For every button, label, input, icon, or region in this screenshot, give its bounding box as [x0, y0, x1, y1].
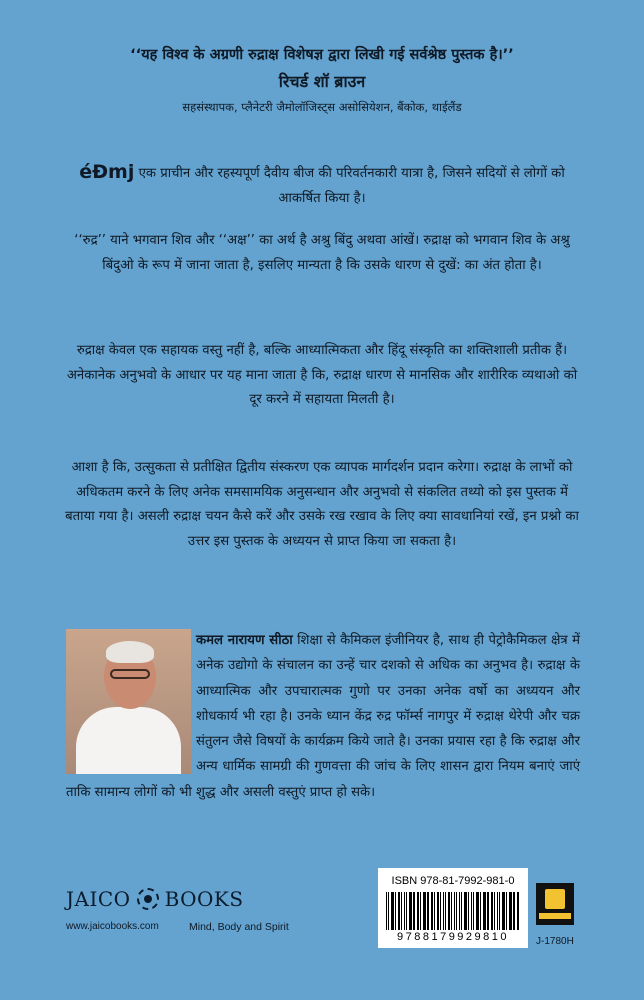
barcode-bars	[386, 892, 520, 930]
endorsement-quote: ‘‘यह विश्व के अग्रणी रुद्राक्ष विशेषज्ञ द्वारा लिखी गई सर्वश्रेष्ठ पुस्तक है।’’	[130, 47, 514, 63]
barcode-bar	[388, 892, 389, 930]
barcode-bar	[483, 892, 486, 930]
barcode-digits: 9788179929810	[396, 931, 510, 943]
barcode-bar	[406, 892, 407, 930]
barcode-bar	[509, 892, 512, 930]
barcode-bar	[404, 892, 405, 930]
barcode-bar	[395, 892, 396, 930]
barcode-bar	[431, 892, 433, 930]
barcode-bar	[480, 892, 481, 930]
barcode-bar	[502, 892, 505, 930]
barcode-bar	[491, 892, 493, 930]
barcode-bar	[459, 892, 460, 930]
barcode-bar	[451, 892, 452, 930]
barcode-bar	[423, 892, 426, 930]
barcode-bar	[473, 892, 474, 930]
publisher-tagline: Mind, Body and Spirit	[189, 921, 289, 933]
barcode-bar	[517, 892, 519, 930]
author-name: कमल नारायण सीठा	[196, 633, 293, 648]
publisher-logo	[66, 887, 244, 911]
barcode-bar	[448, 892, 450, 930]
author-bio	[66, 628, 580, 805]
barcode-bar	[471, 892, 472, 930]
barcode-bar	[487, 892, 489, 930]
barcode-bar	[434, 892, 435, 930]
publisher-name-left: JAICO	[66, 887, 131, 911]
barcode-bar	[391, 892, 394, 930]
isbn-label: ISBN 978-81-7992-981-0	[391, 875, 515, 887]
barcode-bar	[468, 892, 469, 930]
publisher-emblem-icon	[536, 883, 574, 925]
catalog-code: J-1780H	[536, 936, 574, 947]
barcode-bar	[497, 892, 498, 930]
barcode-bar	[420, 892, 421, 930]
publisher-name-right: BOOKS	[164, 887, 244, 911]
paragraph-edition: आशा है कि, उत्सुकता से प्रतीक्षित द्वितीय संस्करण एक व्यापक मार्गदर्शन प्रदान करेगा। रुद्राक्ष के लाभों को अधिकतम करने के लिए अनेक समसामयिक अनुसन्धान और अनुभवो से संकलित तथ्यो को इस पुस्तक में बताया गया है। असली रुद्राक्ष चयन कैसे करें और उसके रख रखाव के लिए क्या सावधानियां रखें, इन प्रश्नो का उत्तर इस पुस्तक के अध्ययन से प्राप्त किया जा सकता है।	[65, 460, 579, 549]
endorsement-author: रिचर्ड शॉ ब्राउन	[278, 72, 366, 91]
intro-text: एक प्राचीन और रहस्यपूर्ण दैवीय बीज की परिवर्तनकारी यात्रा है, जिसने सदियों से लोगों को आकर्षित किया है।	[138, 166, 565, 206]
barcode-bar	[476, 892, 479, 930]
paragraph-meaning: ‘‘रुद्र’’ याने भगवान शिव और ‘‘अक्ष’’ का अर्थ है अश्रु बिंदु अथवा आंखें। रुद्राक्ष को भगवान शिव के अश्रु बिंदुओ के रूप में जाना जाता है, इसलिए मान्यता है कि उसके धारण से दुखें: का अंत होता है।	[74, 233, 570, 273]
barcode-bar	[456, 892, 457, 930]
barcode-bar	[417, 892, 419, 930]
intro-paragraph	[64, 160, 580, 211]
barcode-bar	[409, 892, 412, 930]
barcode-bar	[506, 892, 507, 930]
barcode-bar	[427, 892, 429, 930]
publisher-website: www.jaicobooks.com	[66, 921, 159, 932]
barcode-bar	[445, 892, 446, 930]
barcode-bar	[513, 892, 515, 930]
endorsement	[0, 44, 644, 115]
sun-wheel-icon	[137, 888, 159, 910]
barcode-bar	[499, 892, 500, 930]
barcode-bar	[398, 892, 400, 930]
barcode-bar	[443, 892, 444, 930]
barcode-bar	[464, 892, 467, 930]
barcode-bar	[454, 892, 455, 930]
barcode-bar	[386, 892, 387, 930]
barcode-bar	[461, 892, 462, 930]
barcode-bar	[437, 892, 439, 930]
paragraph-symbol: रुद्राक्ष केवल एक सहायक वस्तु नहीं है, बल्कि आध्यात्मिकता और हिंदू संस्कृति का शक्तिशाली प्रतीक हैं। अनेकानेक अनुभवो के आधार पर यह माना जाता है कि, रुद्राक्ष धारण से मानसिक और शारीरिक व्यथाओ को दूर करने में सहायता मिलती है।	[66, 343, 578, 407]
endorsement-role: सहसंस्थापक, प्लैनेटरी जैमोलॉजिस्ट्स असोसियेशन, बैंकोक, थाईलैंड	[182, 100, 462, 114]
barcode-bar	[401, 892, 402, 930]
barcode-bar	[413, 892, 415, 930]
barcode-bar	[440, 892, 441, 930]
barcode-bar	[494, 892, 495, 930]
intro-title-word: éÐmj	[79, 161, 135, 183]
isbn-barcode	[378, 868, 528, 948]
author-bio-text: शिक्षा से कैमिकल इंजीनियर है, साथ ही पेट्रोकैमिकल क्षेत्र में अनेक उद्योगो के संचालन का उन्हें चार दशको से अधिक का अनुभव है। रुद्राक्ष के आध्यात्मिक और उपचारात्मक गुणो पर उनका अनेक वर्षो का अध्ययन और शोधकार्य भी रहा है। उनके ध्यान केंद्र रुद्र फॉर्म्स नागपुर में रुद्राक्ष थेरेपी और चक्र संतुलन जैसे विषयों के कार्यक्रम किये जाते है। उनका प्रयास रहा है कि रुद्राक्ष और अन्य धार्मिक सामग्री की गुणवत्ता की जांच के लिए शासन द्वारा नियम बनाएं जाएं ताकि सामान्य लोगों को भी शुद्ध और असली वस्तुएं प्राप्त हो सके।	[66, 633, 580, 800]
